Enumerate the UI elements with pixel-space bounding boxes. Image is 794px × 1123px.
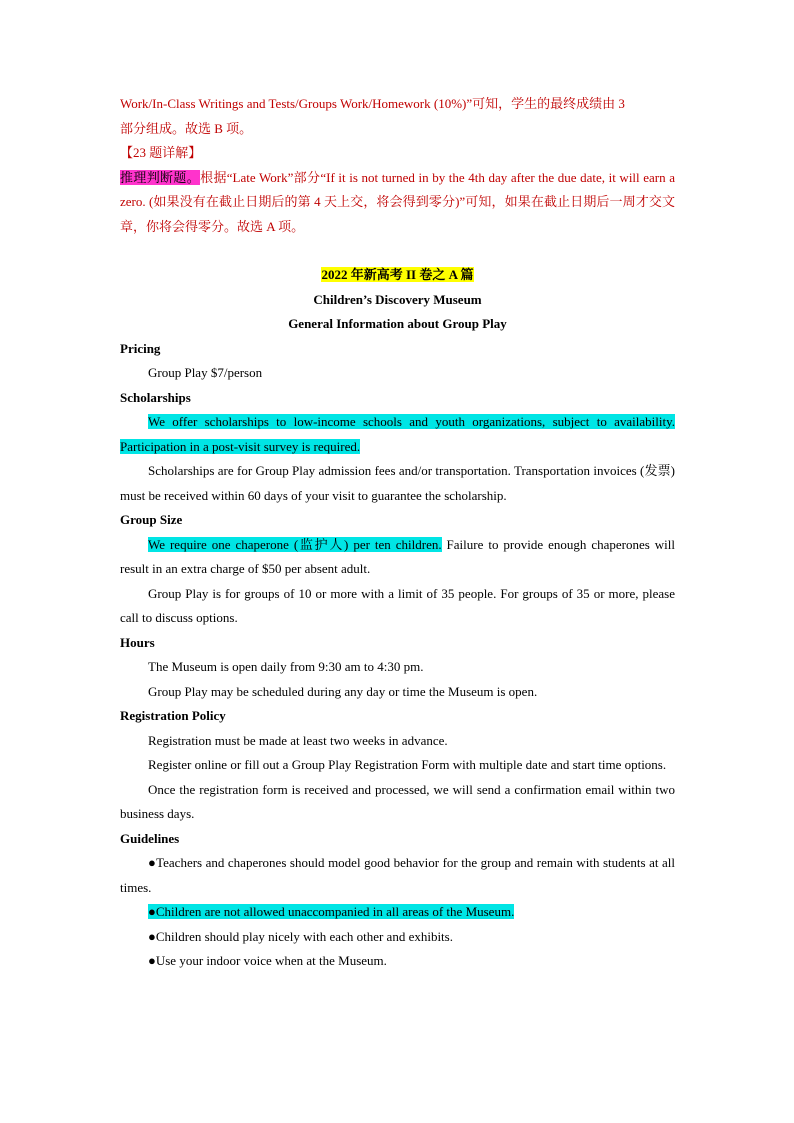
section-heading-pricing: Pricing (120, 340, 161, 356)
registration-text-3: Once the registration form is received and processed, we will send a confirmation email within two business days. (120, 781, 675, 821)
scholarships-text: Scholarships are for Group Play admission fees and/or transportation. Transportation invoices (发票) must be received within 60 days of your visit to guarantee the scholarship. (120, 463, 675, 503)
guideline-item-2 (120, 900, 675, 925)
previous-answer (120, 92, 675, 141)
guideline-item-1: ●Teachers and chaperones should model good behavior for the group and remain with students at all times. (120, 855, 675, 895)
guideline-item-2-highlight: ●Children are not allowed unaccompanied in all areas of the Museum. (148, 904, 515, 919)
registration-text-1: Registration must be made at least two weeks in advance. (148, 732, 448, 748)
previous-answer-line2: 部分组成。故选 B 项。 (120, 120, 253, 136)
registration-text-2: Register online or fill out a Group Play Registration Form with multiple date and start time options. (148, 757, 667, 772)
section-heading-registration: Registration Policy (120, 708, 226, 723)
group-size-paragraph-2: Group Play is for groups of 10 or more with a limit of 35 people. For groups of 35 or more, please call to discuss options. (120, 585, 675, 625)
passage-label (120, 263, 675, 288)
section-heading-scholarships: Scholarships (120, 389, 191, 405)
section-heading-guidelines: Guidelines (120, 830, 180, 846)
guideline-item-3: ●Children should play nicely with each other and exhibits. (148, 928, 453, 944)
q23-header: 【23 题详解】 (120, 145, 202, 160)
scholarships-highlight-paragraph (120, 410, 675, 459)
q23-explanation (120, 166, 675, 240)
hours-text-2: Group Play may be scheduled during any day or time the Museum is open. (148, 683, 538, 699)
guideline-item-4: ●Use your indoor voice when at the Museum. (148, 953, 387, 968)
group-size-highlight: We require one chaperone (监护人) per ten children. (148, 536, 442, 552)
document-page (120, 92, 675, 974)
section-heading-hours: Hours (120, 634, 155, 650)
hours-text-1: The Museum is open daily from 9:30 am to 4:30 pm. (148, 659, 424, 674)
passage-subtitle: General Information about Group Play (288, 316, 507, 331)
pricing-text: Group Play $7/person (148, 365, 263, 380)
previous-answer-line1: Work/In-Class Writings and Tests/Groups Work/Homework (10%)”可知，学生的最终成绩由 3 (120, 96, 625, 111)
scholarships-highlight: We offer scholarships to low-income schools and youth organizations, subject to availability. Participation in a post-visit survey is required. (120, 414, 675, 454)
passage-title: Children’s Discovery Museum (313, 291, 482, 307)
q23-explanation-text: 根据“Late Work”部分“If it is not turned in by the 4th day after the due date, it will earn a zero. (如果没有在截止日期后的第 4 天上交，将会得到零分)”可知，如果在截止日期后一周才交文章，你将会得零分。故选 A 项。 (120, 169, 675, 234)
group-size-paragraph-1 (120, 533, 675, 582)
passage-label-text: 2022 年新高考 II 卷之 A 篇 (321, 267, 474, 282)
q23-question-type-tag: 推理判断题。 (120, 169, 201, 185)
group-size-rest: Failure to provide enough chaperones will result in an extra charge of $50 per absent adult. (120, 536, 675, 576)
section-heading-group-size: Group Size (120, 512, 183, 527)
